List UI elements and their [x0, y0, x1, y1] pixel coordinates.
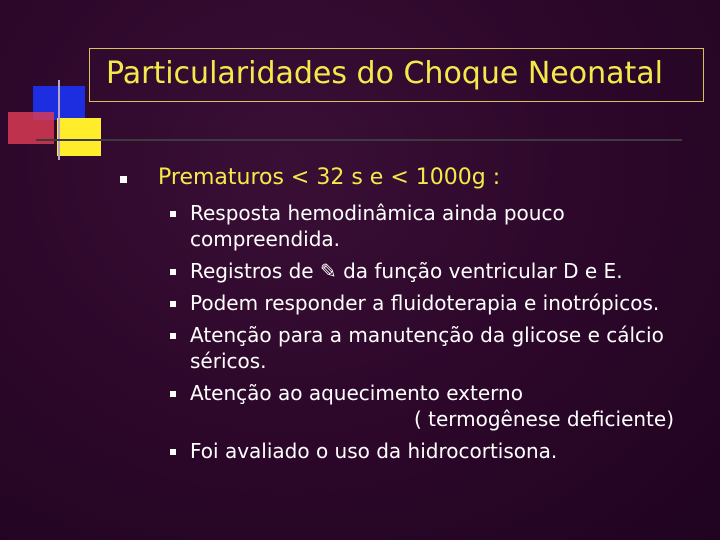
- list-item-text: Atenção para a manutenção da glicose e cálcio séricos.: [190, 323, 664, 373]
- bullet-marker: [170, 391, 176, 397]
- list-item-text: Atenção ao aquecimento externo: [190, 381, 523, 405]
- bullet-marker: [170, 211, 176, 217]
- bullet-marker: [170, 301, 176, 307]
- bullet-marker: [170, 333, 176, 339]
- list-item: [170, 438, 700, 464]
- main-bullet-marker: [120, 176, 127, 183]
- sub-bullet-list: [170, 200, 700, 464]
- deco-yellow-square: [57, 118, 101, 156]
- deco-vertical-line: [58, 80, 60, 160]
- list-item-text: Foi avaliado o uso da hidrocortisona.: [190, 439, 558, 463]
- list-item-continuation: ( termogênese deficiente): [413, 407, 674, 431]
- slide-title: Particularidades do Choque Neonatal: [106, 56, 663, 91]
- main-bullet-text: Prematuros < 32 s e < 1000g :: [158, 165, 501, 190]
- list-item: [170, 322, 700, 374]
- bullet-marker: [170, 449, 176, 455]
- list-item-text: Resposta hemodinâmica ainda pouco compreendida.: [190, 201, 565, 251]
- list-item: [170, 258, 700, 284]
- deco-horizontal-line: [36, 139, 682, 141]
- list-item-text: Podem responder a fluidoterapia e inotrópicos.: [190, 291, 660, 315]
- list-item: [170, 290, 700, 316]
- list-item-text: Registros de ✎ da função ventricular D e E.: [190, 259, 623, 283]
- list-item: [170, 200, 700, 252]
- bullet-marker: [170, 269, 176, 275]
- list-item: [170, 380, 700, 432]
